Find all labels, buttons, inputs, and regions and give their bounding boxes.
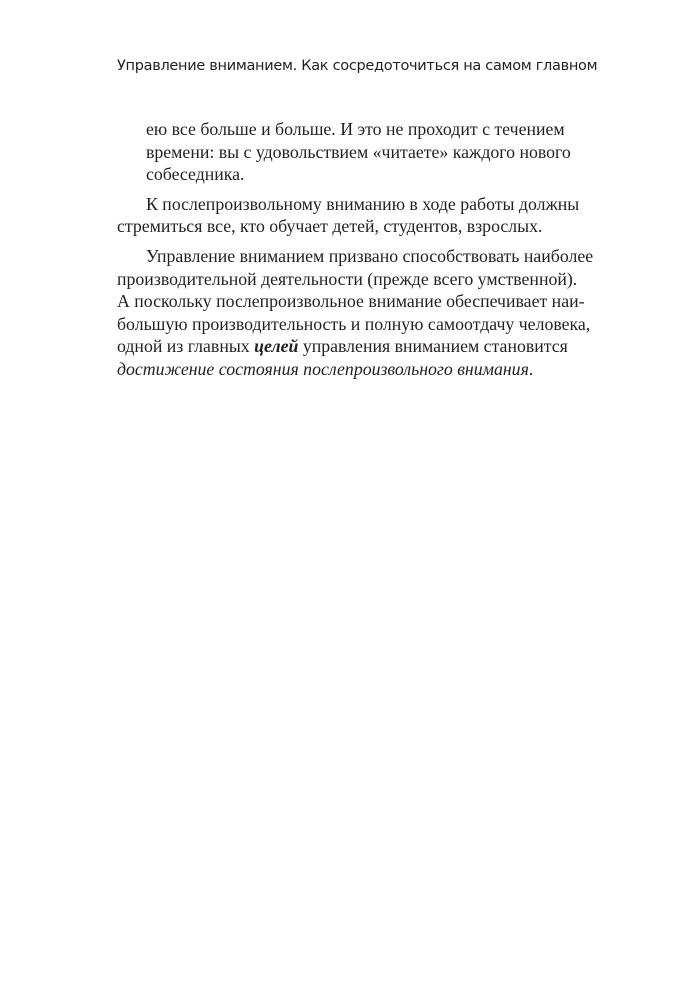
text-line: времени: вы с удовольствием «читаете» каждого нового [146,141,571,162]
text-line: Управление вниманием призвано способствовать наиболее [146,245,594,266]
text-line: стремиться все, кто обучает детей, студентов, взрослых. [117,216,543,237]
text-line: ею все больше и больше. И это не проходит с течением [146,119,565,139]
text-run: одной из главных [117,336,255,357]
text-line [117,358,590,381]
paragraph-continuation [117,118,590,186]
text-line: А поскольку послепроизвольное внимание обеспечивает наи- [117,291,585,312]
emphasis-italic: достижение состояния послепроизвольного внимания [117,358,529,379]
text-line: большую производительность и полную самоотдачу человека, [117,313,591,334]
running-header: Управление вниманием. Как сосредоточиться на самом главном [117,58,598,74]
text-line: К послепроизвольному вниманию в ходе работы должны [146,193,580,214]
text-line: собеседника. [146,164,245,185]
paragraph [117,245,594,381]
emphasis-bold-italic: целей [254,336,299,357]
text-line [117,335,590,358]
text-run: . [528,358,534,379]
body-text [117,118,594,381]
paragraph [117,193,590,238]
text-run: управления вниманием становится [298,336,568,357]
text-line: производительной деятельности (прежде всего умственной). [117,268,578,289]
